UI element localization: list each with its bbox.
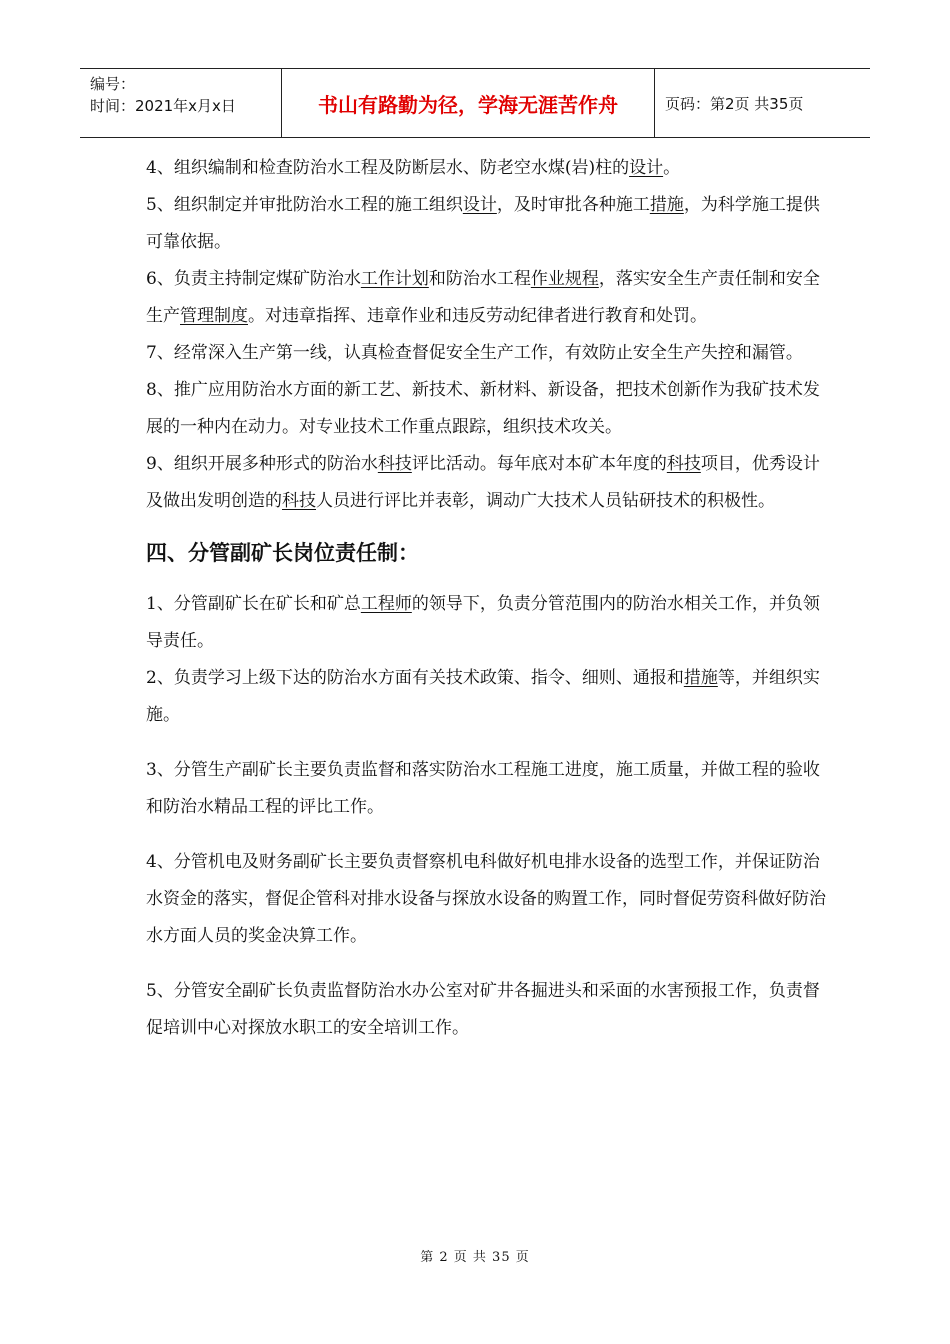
- link-management-system[interactable]: 管理制度: [180, 306, 248, 326]
- page-footer: 第 2 页 共 35 页: [420, 1250, 530, 1265]
- link-technology[interactable]: 科技: [377, 454, 412, 474]
- doc-number-label: 编号：: [90, 75, 136, 93]
- document-header: [80, 68, 870, 138]
- section-paragraph-2: 2、负责学习上级下达的防治水方面有关技术政策、指令、细则、通报和措施等，并组织实施。: [146, 668, 820, 725]
- section-paragraph-1: 1、分管副矿长在矿长和矿总工程师的领导下，负责分管范围内的防治水相关工作，并负领导责任。: [146, 594, 820, 651]
- link-design[interactable]: 设计: [462, 195, 497, 215]
- paragraph-6: 6、负责主持制定煤矿防治水工作计划和防治水工程作业规程，落实安全生产责任制和安全生产管理制度。对违章指挥、违章作业和违反劳动纪律者进行教育和处罚。: [146, 269, 820, 326]
- header-meta: [80, 69, 282, 137]
- section-paragraph-3: 3、分管生产副矿长主要负责监督和落实防治水工程施工进度，施工质量，并做工程的验收和防治水精品工程的评比工作。: [146, 760, 820, 817]
- paragraph-5: 5、组织制定并审批防治水工程的施工组织设计，及时审批各种施工措施，为科学施工提供可靠依据。: [146, 195, 820, 252]
- paragraph-9: 9、组织开展多种形式的防治水科技评比活动。每年底对本矿本年度的科技项目，优秀设计及做出发明创造的科技人员进行评比并表彰，调动广大技术人员钻研技术的积极性。: [146, 454, 820, 511]
- section-paragraph-5: 5、分管安全副矿长负责监督防治水办公室对矿井各掘进头和采面的水害预报工作，负责督促培训中心对探放水职工的安全培训工作。: [146, 981, 820, 1038]
- header-page-code: 页码：第2页 共35页: [665, 94, 804, 113]
- link-operation-rules[interactable]: 作业规程: [530, 269, 599, 289]
- paragraph-4: 4、组织编制和检查防治水工程及防断层水、防老空水煤(岩)柱的设计。: [146, 158, 681, 178]
- paragraph-7: 7、经常深入生产第一线，认真检查督促安全生产工作，有效防止安全生产失控和漏管。: [146, 343, 803, 363]
- link-measures[interactable]: 措施: [649, 195, 684, 215]
- link-work-plan[interactable]: 工作计划: [360, 269, 429, 289]
- link-engineer[interactable]: 工程师: [360, 594, 412, 614]
- link-technology[interactable]: 科技: [666, 454, 701, 474]
- link-technology[interactable]: 科技: [282, 491, 316, 511]
- link-measures[interactable]: 措施: [683, 668, 718, 688]
- doc-date-label: 时间：2021年x月x日: [90, 97, 236, 115]
- section-paragraph-4: 4、分管机电及财务副矿长主要负责督察机电科做好机电排水设备的选型工作，并保证防治水资金的落实，督促企管科对排水设备与探放水设备的购置工作，同时督促劳资科做好防治水方面人员的奖金决算工作。: [146, 852, 826, 946]
- document-body: [146, 150, 830, 1047]
- section-heading: 四、分管副矿长岗位责任制：: [146, 541, 419, 565]
- link-design[interactable]: 设计: [629, 158, 664, 178]
- paragraph-8: 8、推广应用防治水方面的新工艺、新技术、新材料、新设备，把技术创新作为我矿技术发展的一种内在动力。对专业技术工作重点跟踪，组织技术攻关。: [146, 380, 820, 437]
- header-motto: 书山有路勤为径，学海无涯苦作舟: [282, 69, 655, 137]
